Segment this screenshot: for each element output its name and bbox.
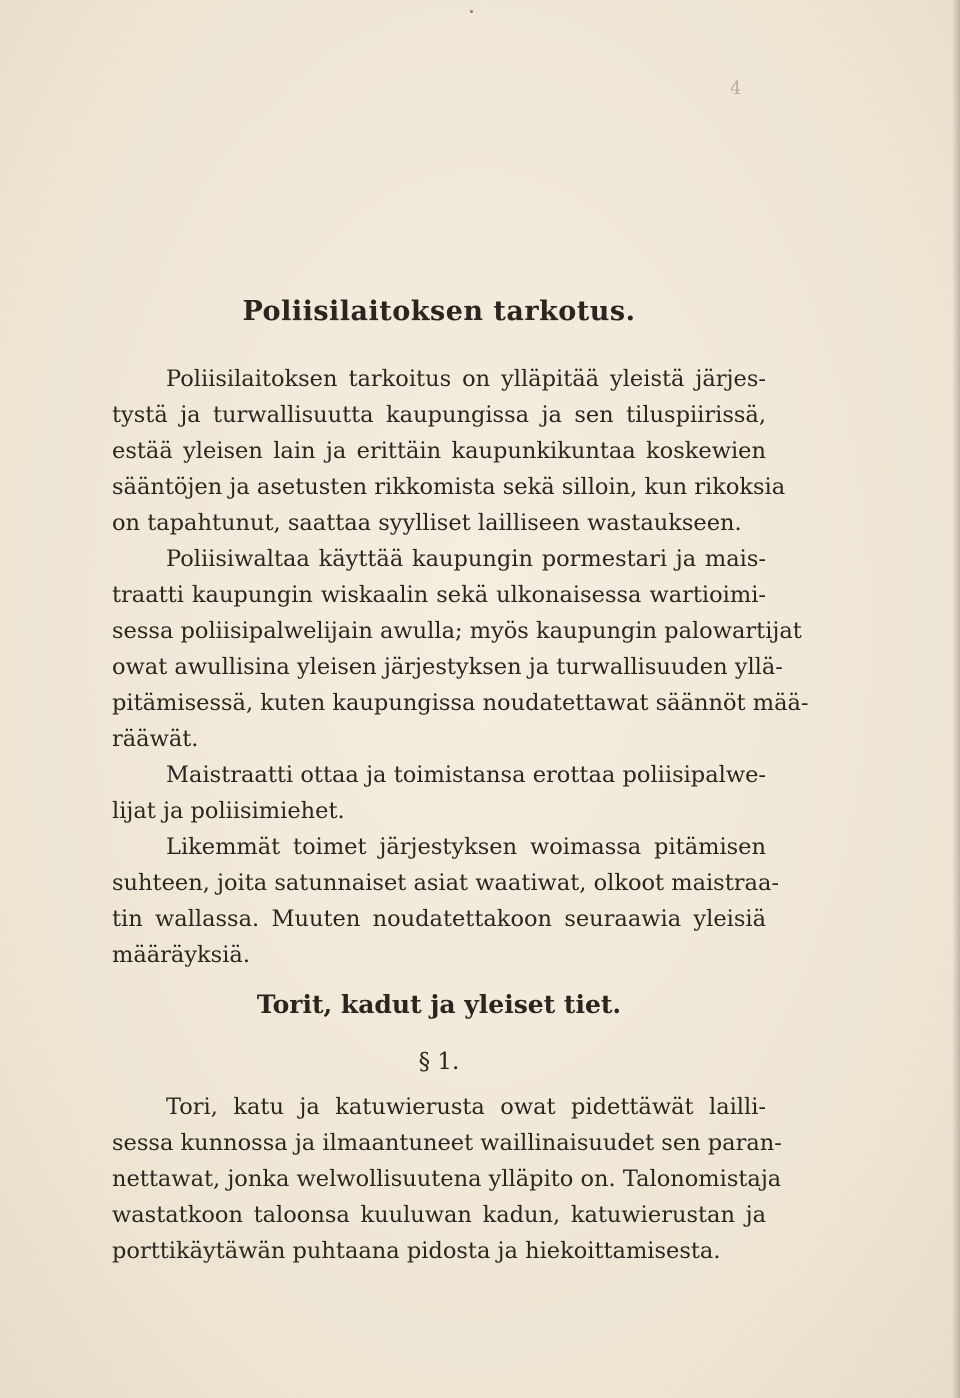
section-line: wastatkoon taloonsa kuuluwan kadun, katuwierustan ja <box>112 1202 766 1228</box>
paragraph-line: Likemmät toimet järjestyksen woimassa pitämisen <box>166 834 766 860</box>
paragraph-line: Poliisiwaltaa käyttää kaupungin pormestari ja mais- <box>166 546 766 572</box>
section-heading: Torit, kadut ja yleiset tiet. <box>256 990 622 1019</box>
paragraph-line: owat awullisina yleisen järjestyksen ja turwallisuuden yllä- <box>112 654 783 680</box>
paragraph-line: estää yleisen lain ja erittäin kaupunkikuntaa koskewien <box>112 438 766 464</box>
paragraph-line: määräyksiä. <box>112 942 250 968</box>
ink-speck <box>470 10 473 13</box>
page-number-mark: 4 <box>730 78 742 99</box>
paragraph-line: traatti kaupungin wiskaalin sekä ulkonaisessa wartioimi- <box>112 582 766 608</box>
page-title: Poliisilaitoksen tarkotus. <box>242 296 636 327</box>
paragraph-line: on tapahtunut, saattaa syylliset lailliseen wastaukseen. <box>112 510 742 536</box>
paragraph-line: Maistraatti ottaa ja toimistansa erottaa poliisipalwe- <box>166 762 766 788</box>
section-line: porttikäytäwän puhtaana pidosta ja hiekoittamisesta. <box>112 1238 721 1264</box>
paragraph-line: tystä ja turwallisuutta kaupungissa ja sen tiluspiirissä, <box>112 402 766 428</box>
paragraph-line: pitämisessä, kuten kaupungissa noudatettawat säännöt mää- <box>112 690 809 716</box>
section-line: nettawat, jonka welwollisuutena ylläpito on. Talonomistaja <box>112 1166 782 1192</box>
section-line: Tori, katu ja katuwierusta owat pidettäwät lailli- <box>166 1094 766 1120</box>
paragraph-line: sääntöjen ja asetusten rikkomista sekä silloin, kun rikoksia <box>112 474 786 500</box>
paragraph-line: suhteen, joita satunnaiset asiat waatiwat, olkoot maistraa- <box>112 870 779 896</box>
paragraph-line: lijat ja poliisimiehet. <box>112 798 345 824</box>
paragraph-line: rääwät. <box>112 726 199 752</box>
page-binding-shadow <box>952 0 960 1398</box>
paragraph-line: Poliisilaitoksen tarkoitus on ylläpitää yleistä järjes- <box>166 366 766 392</box>
section-number: § 1. <box>418 1049 460 1075</box>
paragraph-line: sessa poliisipalwelijain awulla; myös kaupungin palowartijat <box>112 618 802 644</box>
section-line: sessa kunnossa ja ilmaantuneet waillinaisuudet sen paran- <box>112 1130 782 1156</box>
paragraph-line: tin wallassa. Muuten noudatettakoon seuraawia yleisiä <box>112 906 766 932</box>
